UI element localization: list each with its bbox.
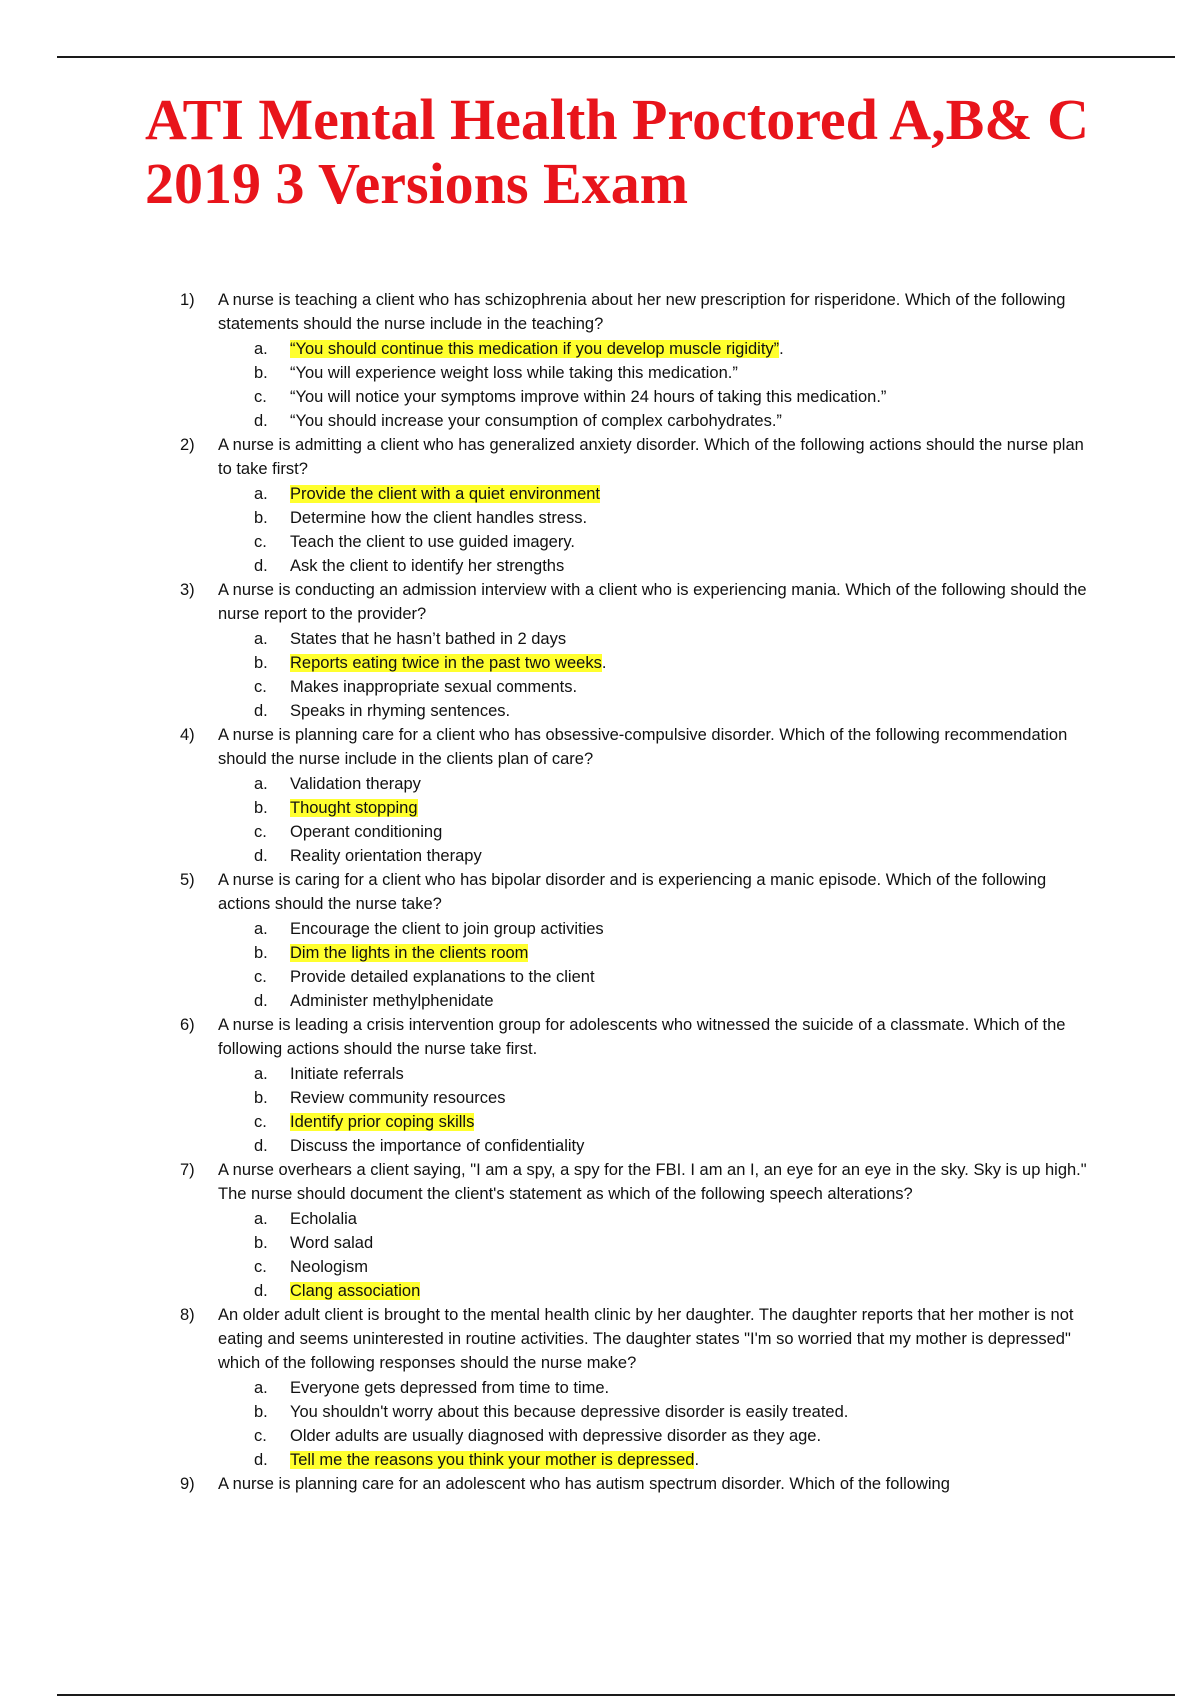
answer-option	[218, 337, 1100, 361]
document-title	[145, 88, 1145, 216]
question-number: 4)	[180, 726, 195, 744]
highlighted-answer: Identify prior coping skills	[290, 1113, 475, 1131]
answer-option	[218, 965, 1100, 989]
option-letter: c.	[254, 1258, 267, 1276]
option-letter: b.	[254, 799, 268, 817]
option-letter: c.	[254, 1113, 267, 1131]
option-text: Teach the client to use guided imagery.	[290, 533, 575, 551]
answer-option	[218, 361, 1100, 385]
question-item	[140, 1472, 1100, 1496]
answer-option	[218, 385, 1100, 409]
question-text: A nurse is conducting an admission interview with a client who is experiencing mania. Which of the following should the nurse report to the provider?	[218, 581, 1087, 623]
option-text: “You should increase your consumption of complex carbohydrates.”	[290, 412, 782, 430]
question-number: 9)	[180, 1475, 195, 1493]
option-text: Provide detailed explanations to the client	[290, 968, 595, 986]
option-letter: a.	[254, 485, 268, 503]
title-line-1: ATI Mental Health Proctored A,B& C	[145, 87, 1090, 152]
option-text: “You will experience weight loss while taking this medication.”	[290, 364, 738, 382]
question-list	[140, 288, 1100, 1496]
option-text: States that he hasn’t bathed in 2 days	[290, 630, 567, 648]
highlighted-answer: Provide the client with a quiet environment	[290, 485, 601, 503]
top-rule	[57, 56, 1175, 58]
answer-options	[218, 627, 1100, 723]
answer-option	[218, 1400, 1100, 1424]
bottom-rule	[57, 1694, 1175, 1696]
answer-options	[218, 917, 1100, 1013]
question-text: A nurse is admitting a client who has generalized anxiety disorder. Which of the following actions should the nurse plan to take first?	[218, 436, 1084, 478]
answer-option	[218, 1062, 1100, 1086]
option-text: Ask the client to identify her strengths	[290, 557, 565, 575]
question-text: A nurse is planning care for an adolescent who has autism spectrum disorder. Which of the following	[218, 1475, 950, 1493]
question-number: 3)	[180, 581, 195, 599]
answer-option	[218, 627, 1100, 651]
option-letter: a.	[254, 775, 268, 793]
option-letter: d.	[254, 702, 268, 720]
option-letter: c.	[254, 1427, 267, 1445]
option-letter: c.	[254, 678, 267, 696]
question-text: A nurse is leading a crisis intervention group for adolescents who witnessed the suicide of a classmate. Which of the following actions should the nurse take first.	[218, 1016, 1066, 1058]
option-letter: c.	[254, 533, 267, 551]
option-text: Word salad	[290, 1234, 374, 1252]
highlighted-answer: Reports eating twice in the past two weeks	[290, 654, 602, 672]
option-letter: b.	[254, 1089, 268, 1107]
option-letter: b.	[254, 654, 268, 672]
answer-option	[218, 989, 1100, 1013]
option-letter: d.	[254, 1282, 268, 1300]
option-letter: b.	[254, 364, 268, 382]
answer-options	[218, 482, 1100, 578]
option-text: Administer methylphenidate	[290, 992, 494, 1010]
question-number: 6)	[180, 1016, 195, 1034]
answer-option	[218, 482, 1100, 506]
option-text: Echolalia	[290, 1210, 357, 1228]
answer-option	[218, 675, 1100, 699]
option-text: Operant conditioning	[290, 823, 443, 841]
question-number: 1)	[180, 291, 195, 309]
answer-option	[218, 1448, 1100, 1472]
answer-option	[218, 1424, 1100, 1448]
option-trailing-punctuation: .	[779, 340, 784, 358]
answer-option	[218, 651, 1100, 675]
option-letter: b.	[254, 509, 268, 527]
option-text: You shouldn't worry about this because depressive disorder is easily treated.	[290, 1403, 849, 1421]
answer-option	[218, 699, 1100, 723]
option-letter: c.	[254, 823, 267, 841]
question-number: 5)	[180, 871, 195, 889]
option-letter: a.	[254, 1379, 268, 1397]
option-letter: c.	[254, 388, 267, 406]
answer-options	[218, 772, 1100, 868]
answer-option	[218, 1207, 1100, 1231]
highlighted-answer: Tell me the reasons you think your mother is depressed	[290, 1451, 695, 1469]
option-letter: d.	[254, 1137, 268, 1155]
option-letter: a.	[254, 340, 268, 358]
question-text: An older adult client is brought to the mental health clinic by her daughter. The daughter reports that her mother is not eating and seems uninterested in routine activities. The daughter states "I'm so worried that my mother is depressed" which of the following responses should the nurse make?	[218, 1306, 1074, 1372]
option-letter: d.	[254, 1451, 268, 1469]
answer-option	[218, 1231, 1100, 1255]
option-text: Encourage the client to join group activities	[290, 920, 604, 938]
question-text: A nurse overhears a client saying, "I am a spy, a spy for the FBI. I am an I, an eye for an eye in the sky. Sky is up high." The nurse should document the client's statement as which of the following speech alterations?	[218, 1161, 1087, 1203]
option-text: Reality orientation therapy	[290, 847, 482, 865]
answer-options	[218, 1207, 1100, 1303]
answer-option	[218, 1376, 1100, 1400]
answer-option	[218, 941, 1100, 965]
option-letter: a.	[254, 630, 268, 648]
answer-option	[218, 844, 1100, 868]
option-letter: a.	[254, 1210, 268, 1228]
question-number: 2)	[180, 436, 195, 454]
question-text: A nurse is teaching a client who has schizophrenia about her new prescription for risperidone. Which of the following statements should the nurse include in the teaching?	[218, 291, 1066, 333]
option-trailing-punctuation: .	[601, 654, 607, 672]
option-text: Older adults are usually diagnosed with depressive disorder as they age.	[290, 1427, 822, 1445]
question-item	[140, 1013, 1100, 1158]
option-letter: d.	[254, 557, 268, 575]
question-item	[140, 723, 1100, 868]
answer-options	[218, 1376, 1100, 1472]
option-letter: d.	[254, 992, 268, 1010]
answer-option	[218, 1255, 1100, 1279]
answer-options	[218, 337, 1100, 433]
answer-option	[218, 554, 1100, 578]
option-letter: d.	[254, 412, 268, 430]
option-text: Validation therapy	[290, 775, 421, 793]
option-letter: b.	[254, 1234, 268, 1252]
answer-option	[218, 409, 1100, 433]
question-item	[140, 288, 1100, 433]
option-letter: b.	[254, 944, 268, 962]
answer-option	[218, 796, 1100, 820]
option-text: Neologism	[290, 1258, 368, 1276]
option-text: Everyone gets depressed from time to time.	[290, 1379, 610, 1397]
question-item	[140, 868, 1100, 1013]
option-letter: c.	[254, 968, 267, 986]
answer-option	[218, 820, 1100, 844]
option-text: Determine how the client handles stress.	[290, 509, 588, 527]
answer-option	[218, 1086, 1100, 1110]
option-letter: a.	[254, 1065, 268, 1083]
answer-option	[218, 530, 1100, 554]
highlighted-answer: “You should continue this medication if you develop muscle rigidity”	[290, 340, 780, 358]
option-text: Speaks in rhyming sentences.	[290, 702, 511, 720]
option-letter: b.	[254, 1403, 268, 1421]
title-line-2: 2019 3 Versions Exam	[145, 151, 689, 216]
option-text: Makes inappropriate sexual comments.	[290, 678, 578, 696]
question-item	[140, 1158, 1100, 1303]
question-item	[140, 433, 1100, 578]
answer-option	[218, 1110, 1100, 1134]
highlighted-answer: Thought stopping	[290, 799, 418, 817]
question-number: 7)	[180, 1161, 195, 1179]
answer-option	[218, 1279, 1100, 1303]
answer-options	[218, 1062, 1100, 1158]
option-letter: a.	[254, 920, 268, 938]
highlighted-answer: Clang association	[290, 1282, 421, 1300]
answer-option	[218, 917, 1100, 941]
option-text: Discuss the importance of confidentiality	[290, 1137, 585, 1155]
question-item	[140, 578, 1100, 723]
highlighted-answer: Dim the lights in the clients room	[290, 944, 529, 962]
option-text: “You will notice your symptoms improve within 24 hours of taking this medication.”	[290, 388, 887, 406]
option-text: Initiate referrals	[290, 1065, 404, 1083]
answer-option	[218, 772, 1100, 796]
question-text: A nurse is caring for a client who has bipolar disorder and is experiencing a manic episode. Which of the following actions should the nurse take?	[218, 871, 1047, 913]
option-trailing-punctuation: .	[694, 1451, 700, 1469]
question-text: A nurse is planning care for a client who has obsessive-compulsive disorder. Which of the following recommendation should the nurse include in the clients plan of care?	[218, 726, 1068, 768]
question-number: 8)	[180, 1306, 195, 1324]
option-letter: d.	[254, 847, 268, 865]
answer-option	[218, 506, 1100, 530]
option-text: Review community resources	[290, 1089, 506, 1107]
question-item	[140, 1303, 1100, 1472]
answer-option	[218, 1134, 1100, 1158]
